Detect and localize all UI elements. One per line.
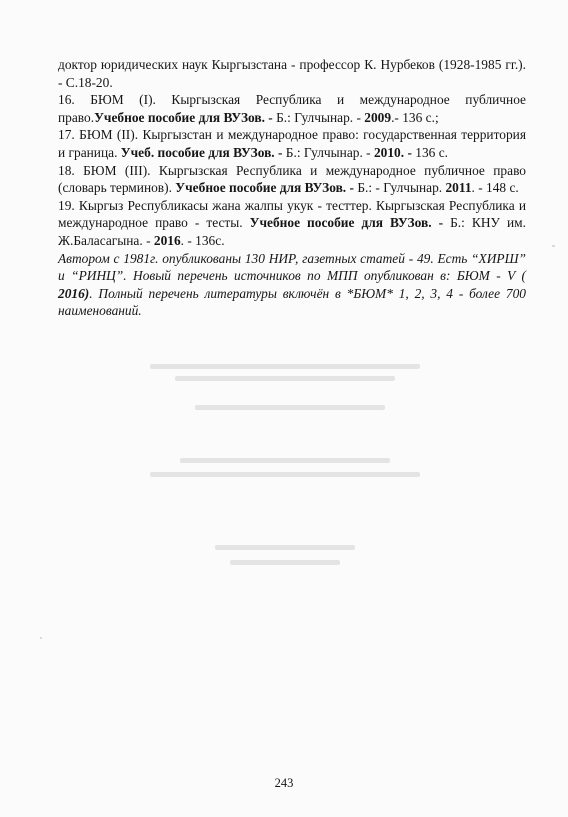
entry-text-run: Б.: Гулчынар. -: [272, 109, 365, 125]
bibliography-list: [58, 56, 526, 250]
scan-mark: [552, 245, 555, 247]
entry-text-run: 16. БЮМ (I). Кыргызская Республика и международное публичное право.: [58, 92, 526, 125]
entry-text-run: Учеб. пособие для ВУЗов. -: [120, 144, 283, 160]
entry-text-run: 2016: [153, 232, 181, 248]
bibliography-entry-16: [58, 91, 526, 126]
entry-text-run: 2010. -: [373, 144, 412, 160]
bibliography-entry-19: [58, 197, 526, 250]
entry-text-run: Учебное пособие для ВУЗов. -: [94, 109, 273, 125]
bibliography-text: [58, 56, 526, 320]
author-note: [58, 250, 526, 320]
entry-text-run: Учебное пособие для ВУЗов. -: [249, 215, 444, 231]
bleed-through: [175, 376, 395, 381]
entry-text-run: 2011: [445, 180, 472, 196]
entry-text-run: 136 с.: [411, 144, 448, 160]
note-text-run: Автором с 1981г. опубликованы 130 НИР, газетных статей - 49. Есть “ХИРШ” и “РИНЦ”. Новый перечень источников по МПП опубликован в: БЮМ - V (: [58, 250, 526, 284]
entry-text-run: 2009: [364, 109, 392, 125]
entry-text-run: 18. БЮМ (III). Кыргызская Республика и международное публичное право (словарь терминов).: [58, 162, 526, 196]
note-text-run: *БЮМ* 1, 2, 3, 4 - более 700 наименований.: [58, 285, 526, 319]
entry-text-run: 19. Кыргыз Республикасы жана жалпы укук - тесттер. Кыргызская Республика и международное право - тесты.: [58, 197, 526, 231]
entry-text-run: Б.: - Гулчынар.: [353, 180, 446, 196]
bibliography-entry-17: [58, 126, 526, 161]
entry-text-run: Б.: КНУ им. Ж.Баласагына. -: [58, 215, 526, 248]
bleed-through: [150, 472, 420, 477]
bleed-through: [150, 364, 420, 369]
bibliography-entry-cont: [58, 56, 526, 91]
scan-mark: [40, 637, 42, 639]
entry-text-run: . - 136с.: [180, 232, 225, 248]
bleed-through: [215, 545, 355, 550]
entry-text-run: .- 136 с.;: [391, 109, 439, 125]
entry-text-run: 17. БЮМ (II). Кыргызстан и международное право: государственная территория и граница.: [58, 127, 526, 160]
bleed-through: [180, 458, 390, 463]
bibliography-entry-18: [58, 162, 526, 197]
page-number: 243: [274, 776, 294, 790]
bleed-through: [230, 560, 340, 565]
note-text-run: Полный перечень литературы включён в: [98, 285, 341, 301]
entry-text-run: . - 148 с.: [471, 180, 519, 196]
entry-text-run: Учебное пособие для ВУЗов. -: [175, 180, 354, 196]
note-text-run: .: [89, 285, 99, 301]
entry-text-run: Б.: Гулчынар. -: [282, 144, 374, 160]
bleed-through: [195, 405, 385, 410]
note-text-run: 2016): [58, 285, 90, 301]
entry-text-run: доктор юридических наук Кыргызстана - профессор К. Нурбеков (1928-1985 гг.). - С.18-20.: [58, 57, 526, 90]
